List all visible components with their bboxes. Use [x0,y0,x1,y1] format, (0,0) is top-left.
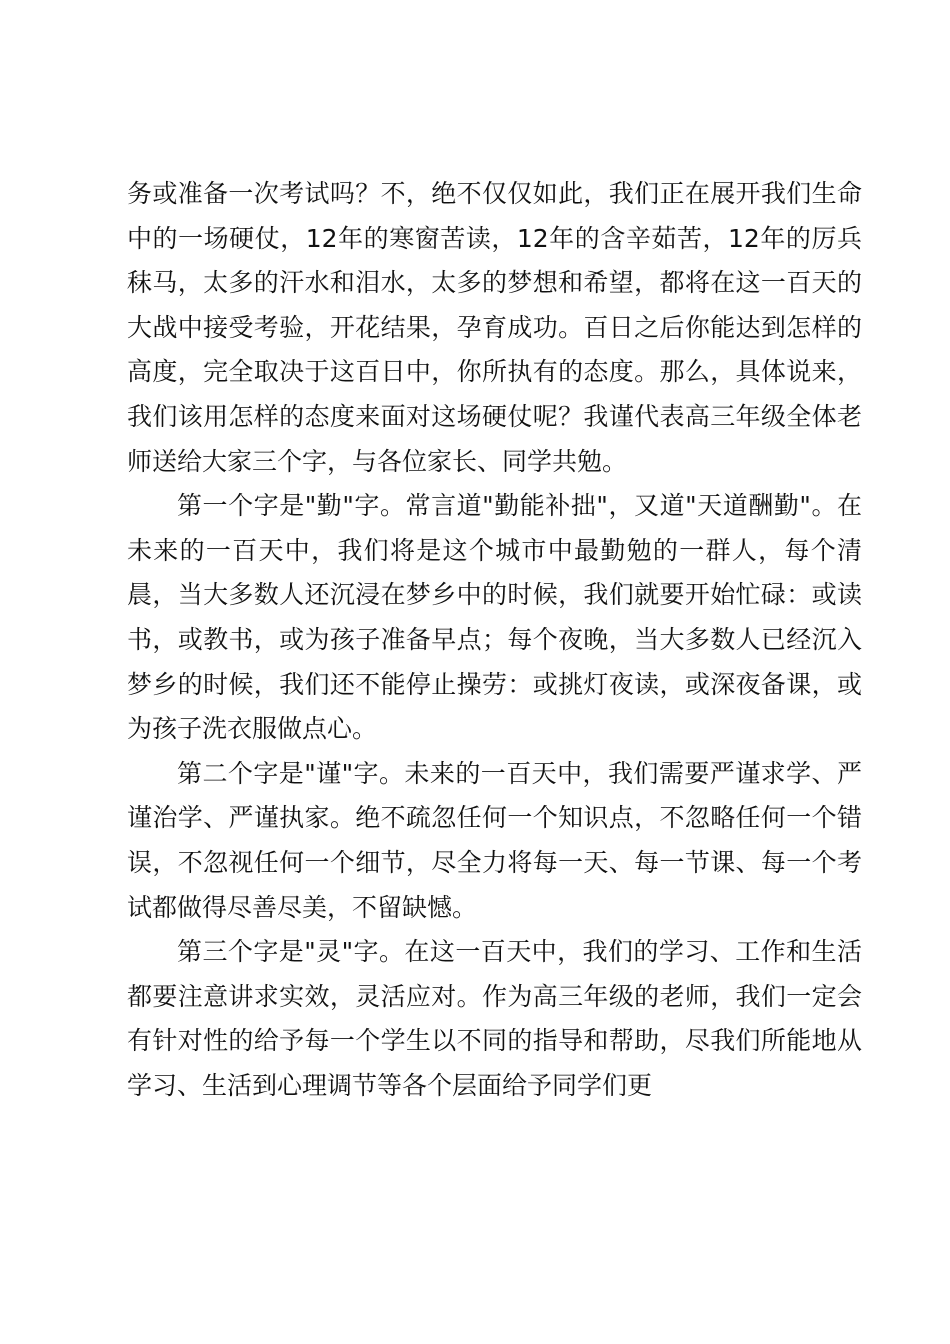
paragraph-intro: 务或准备一次考试吗？不，绝不仅仅如此，我们正在展开我们生命中的一场硬仗，12年的寒窗苦读，12年的含辛茹苦，12年的厉兵秣马，太多的汗水和泪水，太多的梦想和希望，都将在这一百天的大战中接受考验，开花结果，孕育成功。百日之后你能达到怎样的高度，完全取决于这百日中，你所执有的态度。那么，具体说来，我们该用怎样的态度来面对这场硬仗呢？我谨代表高三年级全体老师送给大家三个字，与各位家长、同学共勉。 [127,179,862,476]
paragraph-first-character-qin: 第一个字是"勤"字。常言道"勤能补拙"，又道"天道酬勤"。在未来的一百天中，我们将是这个城市中最勤勉的一群人，每个清晨，当大多数人还沉浸在梦乡中的时候，我们就要开始忙碌：或读书，或教书，或为孩子准备早点；每个夜晚，当大多数人已经沉入梦乡的时候，我们还不能停止操劳：或挑灯夜读，或深夜备课，或为孩子洗衣服做点心。 [127,491,862,744]
paragraph-third-character-ling: 第三个字是"灵"字。在这一百天中，我们的学习、工作和生活都要注意讲求实效，灵活应对。作为高三年级的老师，我们一定会有针对性的给予每一个学生以不同的指导和帮助，尽我们所能地从学习、生活到心理调节等各个层面给予同学们更 [127,937,862,1100]
document-body [127,172,862,1108]
paragraph-second-character-jin: 第二个字是"谨"字。未来的一百天中，我们需要严谨求学、严谨治学、严谨执家。绝不疏忽任何一个知识点，不忽略任何一个错误，不忽视任何一个细节，尽全力将每一天、每一节课、每一个考试都做得尽善尽美，不留缺憾。 [127,758,862,922]
